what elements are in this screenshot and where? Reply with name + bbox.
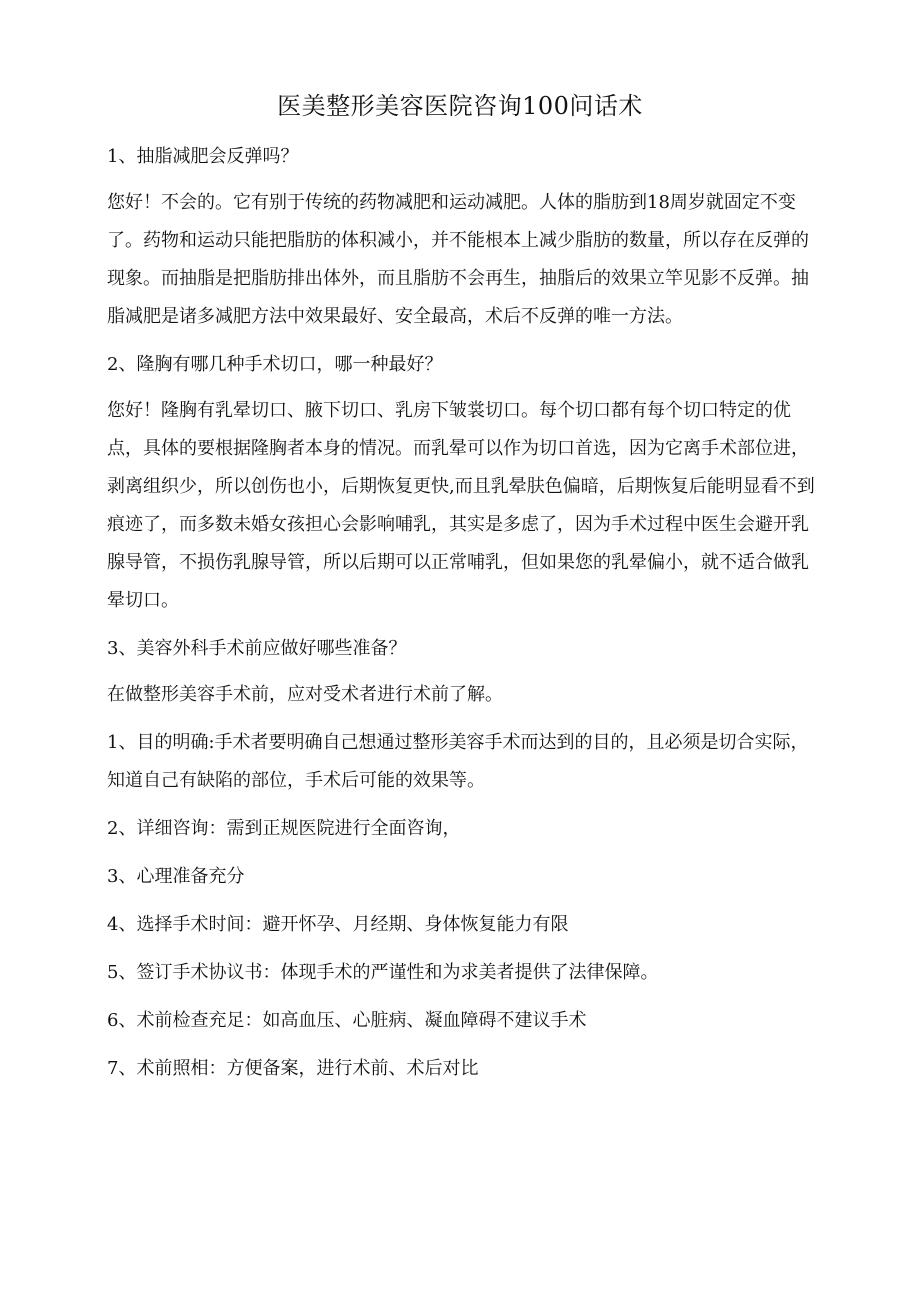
list-item: 4、选择手术时间：避开怀孕、月经期、身体恢复能力有限: [107, 914, 569, 935]
answer-1: 您好！不会的。它有别于传统的药物减肥和运动减肥。人体的脂肪到18周岁就固定不变了。药物和运动只能把脂肪的体积减小，并不能根本上减少脂肪的数量，所以存在反弹的现象。而抽脂是把脂肪排出体外，而且脂肪不会再生，抽脂后的效果立竿见影不反弹。抽脂减肥是诸多减肥方法中效果最好、安全最高，术后不反弹的唯一方法。: [107, 192, 809, 327]
question-1: 1、抽脂减肥会反弹吗？: [107, 146, 299, 167]
list-item: 5、签订手术协议书：体现手术的严谨性和为求美者提供了法律保障。: [107, 962, 659, 983]
answer-3-intro: 在做整形美容手术前，应对受术者进行术前了解。: [107, 684, 503, 705]
question-2: 2、隆胸有哪几种手术切口，哪一种最好？: [107, 354, 443, 375]
answer-2: 您好！隆胸有乳晕切口、腋下切口、乳房下皱裳切口。每个切口都有每个切口特定的优点，具体的要根据隆胸者本身的情况。而乳晕可以作为切口首选，因为它离手术部位进，剥离组织少，所以创伤也小，后期恢复更快,而且乳晕肤色偏暗，后期恢复后能明显看不到痕迹了，而多数未婚女孩担心会影响哺乳，其实是多虑了，因为手术过程中医生会避开乳腺导管，不损伤乳腺导管，所以后期可以正常哺乳，但如果您的乳晕偏小，就不适合做乳晕切口。: [107, 400, 815, 611]
list-item: 1、目的明确:手术者要明确自己想通过整形美容手术而达到的目的，且必须是切合实际，知道自己有缺陷的部位，手术后可能的效果等。: [107, 732, 809, 791]
question-3: 3、美容外科手术前应做好哪些准备？: [107, 638, 407, 659]
list-item: 7、术前照相：方便备案，进行术前、术后对比: [107, 1058, 479, 1079]
document-body: [107, 138, 817, 1098]
document-title: 医美整形美容医院咨询100问话术: [277, 92, 643, 120]
list-item: 2、详细咨询：需到正规医院进行全面咨询，: [107, 818, 461, 839]
list-item: 6、术前检查充足：如高血压、心脏病、凝血障碍不建议手术: [107, 1010, 587, 1031]
list-item: 3、心理准备充分: [107, 866, 245, 887]
